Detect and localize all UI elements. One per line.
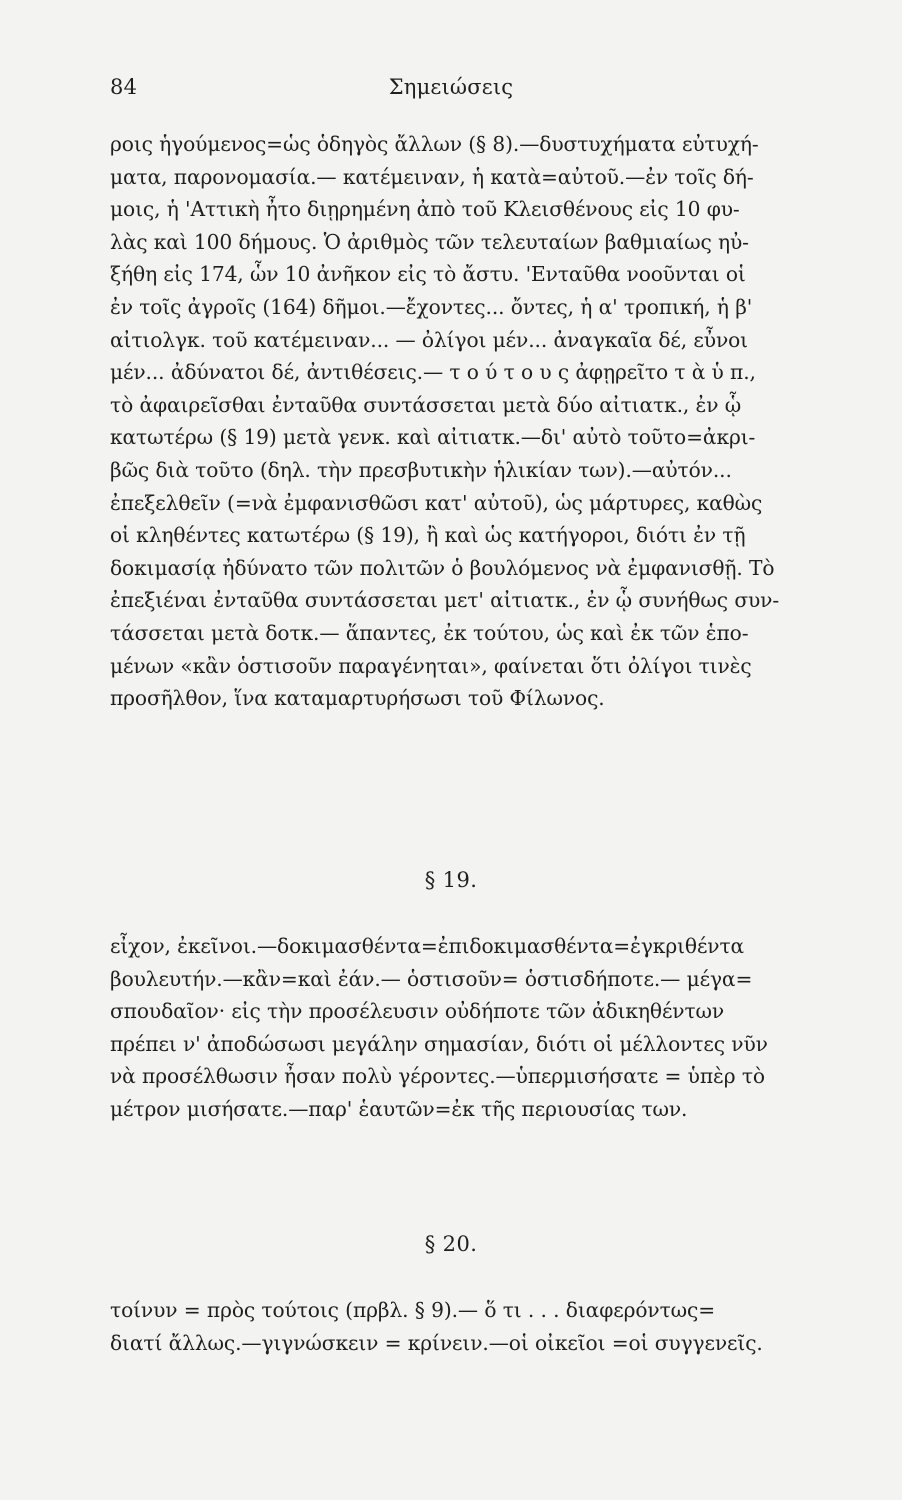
text-line: μέν... ἀδύνατοι δέ, ἀντιθέσεις.— τ ο ύ τ ο υ ς ἀφῃρεῖτο τ ὰ ὑ π., — [110, 360, 756, 385]
text-line: τάσσεται μετὰ δοτκ.— ἅπαντες, ἐκ τούτου, ὡς καὶ ἐκ τῶν ἑπο- — [110, 620, 749, 645]
text-line: μοις, ἡ 'Αττικὴ ἦτο διῃρημένη ἀπὸ τοῦ Κλεισθένους εἰς 10 φυ- — [110, 197, 740, 222]
paragraph-3 — [110, 1294, 878, 1359]
text-line: λὰς καὶ 100 δήμους. Ὁ ἀριθμὸς τῶν τελευταίων βαθμιαίως ηὐ- — [110, 229, 749, 254]
text-line: ροις ἡγούμενος=ὡς ὁδηγὸς ἄλλων (§ 8).—δυστυχήματα εὐτυχή- — [110, 132, 759, 156]
text-line: ξήθη εἰς 174, ὧν 10 ἀνῆκον εἰς τὸ ἄστυ. 'Ενταῦθα νοοῦνται οἱ — [110, 262, 746, 287]
text-line: σπουδαῖον· εἰς τὴν προσέλευσιν οὐδήποτε τῶν ἀδικηθέντων — [110, 999, 725, 1024]
text-line: κατωτέρω (§ 19) μετὰ γενκ. καὶ αἰτιατκ.—δι' αὐτὸ τοῦτο=ἀκρι- — [110, 425, 756, 450]
text-line: προσῆλθον, ἵνα καταμαρτυρήσωσι τοῦ Φίλωνος. — [110, 686, 605, 711]
text-line: μέτρον μισήσατε.—παρ' ἑαυτῶν=ἐκ τῆς περιουσίας των. — [110, 1096, 688, 1121]
paragraph-1 — [110, 128, 878, 715]
running-head: Σημειώσεις — [388, 75, 514, 99]
section-20-heading: § 20. — [424, 1232, 478, 1256]
text-line: ἐπεξιέναι ἐνταῦθα συντάσσεται μετ' αἰτιατκ., ἐν ᾧ συνήθως συν- — [110, 588, 780, 613]
text-line: δοκιμασίᾳ ἠδύνατο τῶν πολιτῶν ὁ βουλόμενος νὰ ἐμφανισθῇ. Τὸ — [110, 555, 775, 580]
text-line: βῶς διὰ τοῦτο (δηλ. τὴν πρεσβυτικὴν ἡλικίαν των).—αὐτόν... — [110, 457, 732, 482]
text-line: ἐν τοῖς ἀγροῖς (164) δῆμοι.—ἔχοντες... ὄντες, ἡ α' τροπική, ἡ β' — [110, 294, 753, 319]
paragraph-2 — [110, 930, 878, 1126]
text-line: βουλευτήν.—κἂν=καὶ ἐάν.— ὁστισοῦν= ὁστισδήποτε.— μέγα= — [110, 966, 753, 991]
text-line: νὰ προσέλθωσιν ἦσαν πολὺ γέροντες.—ὑπερμισήσατε = ὑπὲρ τὸ — [110, 1064, 765, 1089]
text-line: ματα, παρονομασία.— κατέμειναν, ἡ κατὰ=αὐτοῦ.—ἐν τοῖς δή- — [110, 164, 754, 189]
text-line: διατί ἄλλως.—γιγνώσκειν = κρίνειν.—οἱ οἰκεῖοι =οἱ συγγενεῖς. — [110, 1330, 763, 1355]
page-number: 84 — [110, 75, 138, 99]
text-line: οἱ κληθέντες κατωτέρω (§ 19), ἢ καὶ ὡς κατήγοροι, διότι ἐν τῇ — [110, 523, 746, 548]
text-line: τὸ ἀφαιρεῖσθαι ἐνταῦθα συντάσσεται μετὰ δύο αἰτιατκ., ἐν ᾧ — [110, 392, 742, 417]
section-19-heading: § 19. — [424, 868, 478, 892]
text-line: ἐπεξελθεῖν (=νὰ ἐμφανισθῶσι κατ' αὐτοῦ), ὡς μάρτυρες, καθὼς — [110, 490, 763, 515]
text-line: εἶχον, ἐκεῖνοι.—δοκιμασθέντα=ἐπιδοκιμασθέντα=ἐγκριθέντα — [110, 934, 745, 958]
text-line: μένων «κἂν ὁστισοῦν παραγένηται», φαίνεται ὅτι ὀλίγοι τινὲς — [110, 653, 752, 678]
text-line: πρέπει ν' ἀποδώσωσι μεγάλην σημασίαν, διότι οἱ μέλλοντες νῦν — [110, 1031, 768, 1056]
text-line: αἰτιολγκ. τοῦ κατέμειναν... — ὀλίγοι μέν... ἀναγκαῖα δέ, εὖνοι — [110, 327, 748, 352]
text-line: τοίνυν = πρὸς τούτοις (πρβλ. § 9).— ὅ τι . . . διαφερόντως= — [110, 1298, 716, 1322]
